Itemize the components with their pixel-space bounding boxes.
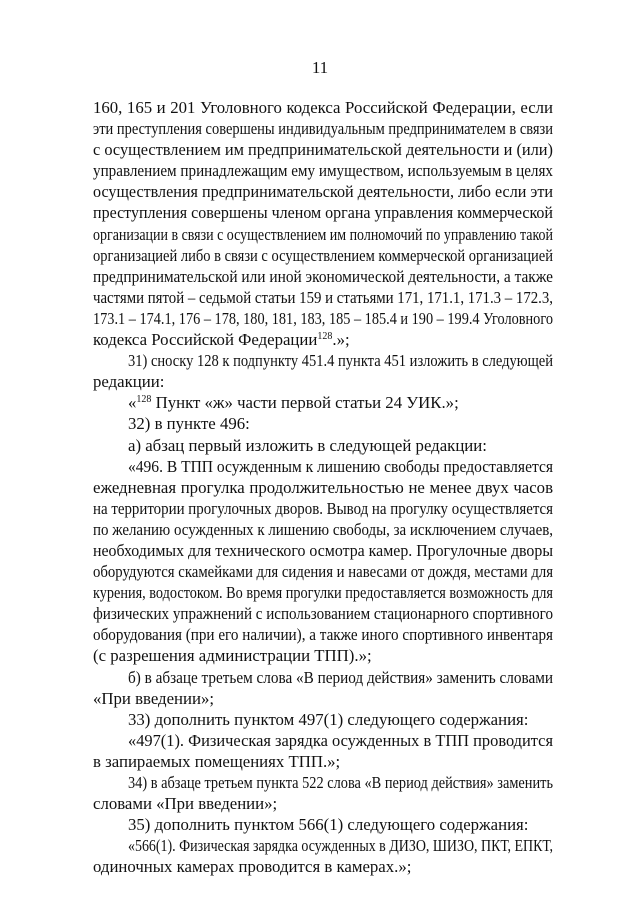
text-line-content [128,456,553,477]
text-line [93,814,553,835]
text-line [93,582,553,603]
text-line [93,308,553,329]
text-line-content [128,667,553,688]
line-text: одиночных камерах проводится в камерах.»; [93,857,412,877]
text-line-content [93,97,553,118]
text-line-content [93,540,553,561]
text-line [93,498,553,519]
text-line-content [93,645,372,666]
line-text: редакции: [93,372,165,392]
text-line-content [93,603,553,624]
line-text: 35) дополнить пунктом 566(1) следующего содержания: [128,815,529,835]
text-line [93,772,553,793]
text-line [93,266,553,287]
text-line [93,856,553,877]
text-line [93,97,553,118]
text-line [93,456,553,477]
footnote-marker: 128 [136,394,152,406]
text-line-content [93,118,553,139]
line-text: курения, водостоком. Во время прогулки предоставляется возможность для [93,583,553,603]
line-text: Пункт «ж» части первой статьи 24 УИК.»; [151,393,459,413]
text-line [93,245,553,266]
text-line-content [93,561,553,582]
line-text: физических упражнений с использованием стационарного спортивного [93,604,553,624]
text-line-content [128,413,250,434]
line-text: .»; [332,330,350,350]
document-body [93,97,553,877]
text-line [93,709,553,730]
line-text: эти преступления совершены индивидуальным предпринимателем в связи [93,119,553,139]
text-line [93,624,553,645]
text-line [93,730,553,751]
text-line-content [93,329,350,350]
text-line [93,519,553,540]
text-line [93,287,553,308]
line-text: 34) в абзаце третьем пункта 522 слова «В период действия» заменить [128,773,553,792]
text-line-content [128,392,459,413]
line-text: 160, 165 и 201 Уголовного кодекса Российской Федерации, если [93,98,553,117]
text-line [93,329,553,350]
text-line [93,751,553,772]
text-line [93,118,553,139]
line-text: «497(1). Физическая зарядка осужденных в ТПП проводится [128,730,553,750]
text-line [93,350,553,371]
line-text: 32) в пункте 496: [128,414,250,434]
text-line-content [93,160,553,181]
text-line [93,392,553,413]
text-line-content [93,224,553,245]
text-line-content [93,582,553,603]
text-line [93,413,553,434]
line-text: на территории прогулочных дворов. Вывод на прогулку осуществляется [93,498,553,518]
text-line [93,561,553,582]
text-line [93,139,553,160]
line-text: кодекса Российской Федерации [93,330,318,350]
line-text: оборудуются скамейками для сидения и навесами от дождя, местами для [93,562,553,582]
text-line-content [93,477,553,498]
text-line [93,477,553,498]
text-line-content [128,730,553,751]
text-line-content [93,181,553,202]
text-line [93,667,553,688]
line-text: «566(1). Физическая зарядка осужденных в ДИЗО, ШИЗО, ПКТ, ЕПКТ, [128,836,553,856]
text-line-content [93,245,553,266]
text-line-content [93,308,553,329]
text-line-content [93,266,553,287]
line-text: преступления совершены членом органа управления коммерческой [93,203,553,223]
line-text: «496. В ТПП осужденным к лишению свободы предоставляется [128,456,553,476]
text-line [93,202,553,223]
text-line-content [128,772,553,793]
text-line [93,371,553,392]
line-text: организацией либо в связи с осуществлением коммерческой организацией [93,245,553,265]
line-text: «При введении»; [93,688,215,708]
footnote-marker: 128 [317,331,333,343]
text-line-content [128,814,528,835]
text-line-content [93,139,553,160]
line-text: « [128,393,137,413]
line-text: с осуществлением им предпринимательской деятельности и (или) [93,140,553,160]
line-text: управлением принадлежащим ему имуществом, используемым в целях [93,161,553,181]
line-text: необходимых для технического осмотра камер. Прогулочные дворы [93,540,553,560]
text-line-content [93,371,164,392]
line-text: оборудования (при его наличии), а также иного спортивного инвентаря [93,625,553,645]
line-text: по желанию осужденных к лишению свободы, за исключением случаев, [93,519,553,539]
text-line [93,540,553,561]
line-text: ежедневная прогулка продолжительностью не менее двух часов [93,477,553,497]
line-text: (с разрешения администрации ТПП).»; [93,646,372,666]
text-line-content [93,498,553,519]
text-line [93,835,553,856]
text-line-content [93,519,553,540]
text-line-content [93,751,340,772]
text-line [93,688,553,709]
line-text: 173.1 – 174.1, 176 – 178, 180, 181, 183, 185 – 185.4 и 190 – 199.4 Уголовного [93,308,553,328]
text-line-content [128,350,553,371]
line-text: 33) дополнить пунктом 497(1) следующего содержания: [128,709,529,729]
text-line [93,224,553,245]
text-line-content [93,202,553,223]
text-line [93,793,553,814]
line-text: предпринимательской или иной экономической деятельности, а также [93,266,553,286]
text-line [93,181,553,202]
text-line [93,435,553,456]
line-text: а) абзац первый изложить в следующей редакции: [128,435,487,455]
line-text: словами «При введении»; [93,794,278,814]
text-line-content [93,688,214,709]
line-text: организации в связи с осуществлением им полномочий по управлению такой [93,224,553,244]
text-line-content [128,835,553,856]
line-text: осуществления предпринимательской деятельности, либо если эти [93,182,553,202]
line-text: б) в абзаце третьем слова «В период действия» заменить словами [128,667,553,687]
text-line-content [93,624,553,645]
line-text: 31) сноску 128 к подпункту 451.4 пункта 451 изложить в следующей [128,351,553,371]
line-text: в запираемых помещениях ТПП.»; [93,751,341,771]
text-line-content [128,435,487,456]
text-line [93,645,553,666]
text-line-content [93,793,277,814]
text-line [93,160,553,181]
text-line-content [93,856,411,877]
text-line-content [93,287,553,308]
page-number: 11 [311,58,329,77]
text-line-content [128,709,528,730]
line-text: частями пятой – седьмой статьи 159 и статьями 171, 171.1, 171.3 – 172.3, [93,287,553,307]
text-line [93,603,553,624]
